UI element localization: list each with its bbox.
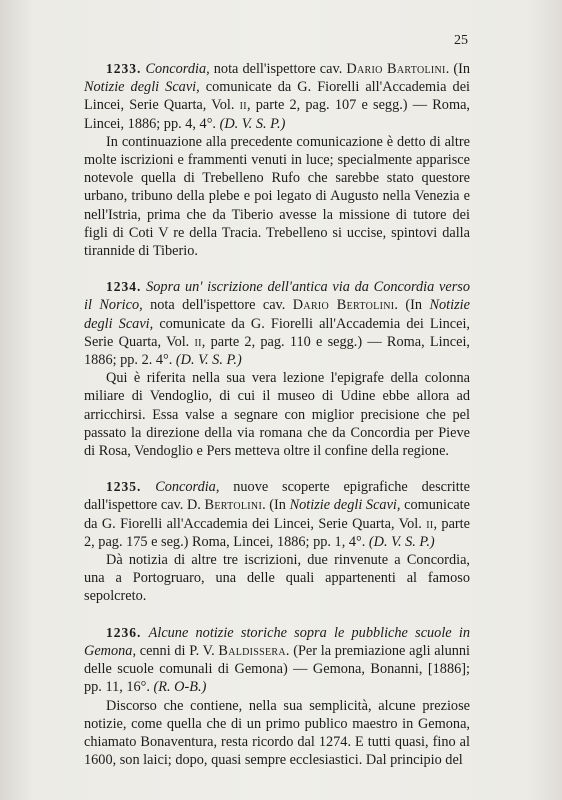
citation-segment: . (In: [445, 61, 471, 77]
small-caps-text: ii: [426, 515, 434, 532]
citation-segment: comunicate da G. Fiorelli all'Accademia dei Lincei, Serie Quarta, Vol.: [84, 79, 471, 114]
bibliography-entry: [84, 60, 470, 260]
entry-citation: [84, 60, 470, 133]
citation-text: [84, 61, 470, 132]
italic-text: Notizie degli Scavi,: [84, 297, 470, 332]
citation-segment: . (In: [394, 297, 430, 314]
italic-text: Sopra un' iscrizione dell'antica via da Concordia verso il Norico,: [84, 279, 471, 314]
citation-segment: . (In: [262, 497, 290, 514]
citation-text: [84, 625, 470, 696]
entry-citation: [84, 478, 470, 551]
entry-number: 1234.: [106, 279, 142, 295]
page-number: 25: [454, 33, 468, 48]
italic-text: Notizie degli Scavi,: [84, 79, 200, 96]
italic-text: (R. O-B.): [153, 679, 207, 696]
citation-text: [84, 279, 470, 368]
citation-text: [84, 479, 470, 550]
italic-text: (D. V. S. P.): [219, 115, 286, 132]
bibliography-entry: [84, 478, 470, 605]
small-caps-text: Baldissera: [218, 642, 286, 659]
small-caps-text: Bertolini: [204, 497, 263, 514]
entry-citation: [84, 278, 470, 369]
bibliography-entry: [84, 624, 470, 770]
citation-segment: , parte 2, pag. 107 e segg.) — Roma, Lincei, 1886; pp. 4, 4°.: [84, 97, 470, 132]
small-caps-text: ii: [194, 333, 202, 350]
entry-body: Discorso che contiene, nella sua semplicità, alcune preziose notizie, come quella che di un primo publico maestro in Gemona, chiamato Bonaventura, resta ricordo dal 1274. E tutti quasi, fino al 1600, son laici; dopo, quasi sempre ecclesiastici. Dal principio del: [84, 697, 470, 769]
entry-body: Dà notizia di altre tre iscrizioni, due rinvenute a Concordia, una a Portogruaro, una delle quali appartenenti al famoso sepolcreto.: [84, 552, 470, 605]
entry-number: 1236.: [106, 624, 142, 640]
entry-body: Qui è riferita nella sua vera lezione l'epigrafe della colonna miliare di Vendoglio, di cui il museo di Udine ebbe allora ad arricchirsi. Essa valse a segnare con miglior precisione che pel passato la direzione della via romana che da Concordia per Pieve di Rosa, Vendoglio e Pers metteva oltre il confine della regione.: [84, 370, 470, 460]
entry-body: In continuazione alla precedente comunicazione è detto di altre molte iscrizioni e frammenti venuti in luce; specialmente apparisce notevole quella di Trebelleno Rufo che sarebbe stato questore urbano, tribuno della plebe e poi legato di Augusto nella Venezia e nell'Istria, prima che da Tiberio avesse la missione di tutore dei figli di Coti V re della Tracia. Trebelleno si uccise, spintovi dalla tirannide di Tiberio.: [84, 133, 470, 260]
small-caps-text: Dario Bartolini: [346, 61, 446, 77]
entry-citation: [84, 624, 470, 697]
citation-segment: . (Per la premiazione agli alunni delle scuole comunali di Gemona) — Gemona, Bonanni, [1886]; pp. 11, 16°.: [84, 642, 470, 696]
italic-text: Concordia,: [155, 479, 220, 496]
italic-text: Concordia,: [145, 61, 210, 77]
citation-segment: nuove scoperte epigrafiche descritte dall'ispettore cav. D.: [84, 479, 470, 514]
citation-segment: comunicate da G. Fiorelli all'Accademia dei Lincei, Serie Quarta, Vol.: [84, 315, 470, 350]
citation-segment: , parte 2, pag. 110 e segg.) — Roma, Lincei, 1886; pp. 2. 4°.: [84, 333, 470, 369]
entry-number: 1233.: [106, 61, 142, 76]
citation-segment: , parte 2, pag. 175 e seg.) Roma, Lincei, 1886; pp. 1, 4°.: [84, 515, 470, 550]
entry-number: 1235.: [106, 479, 142, 495]
small-caps-text: Dario Bertolini: [292, 297, 395, 314]
bibliography-entry: [84, 278, 470, 460]
citation-segment: nota dell'ispettore cav.: [142, 297, 293, 314]
italic-text: Notizie degli Scavi,: [289, 497, 401, 514]
citation-segment: comunicate da G. Fiorelli all'Accademia dei Lincei, Serie Quarta, Vol.: [84, 497, 470, 532]
italic-text: (D. V. S. P.): [368, 533, 435, 550]
citation-segment: nota dell'ispettore cav.: [209, 61, 347, 77]
citation-segment: cenni di P. V.: [136, 642, 219, 659]
italic-text: Alcune notizie storiche sopra le pubbliche scuole in Gemona,: [84, 624, 470, 659]
small-caps-text: ii: [239, 97, 247, 114]
italic-text: (D. V. S. P.): [175, 352, 242, 369]
